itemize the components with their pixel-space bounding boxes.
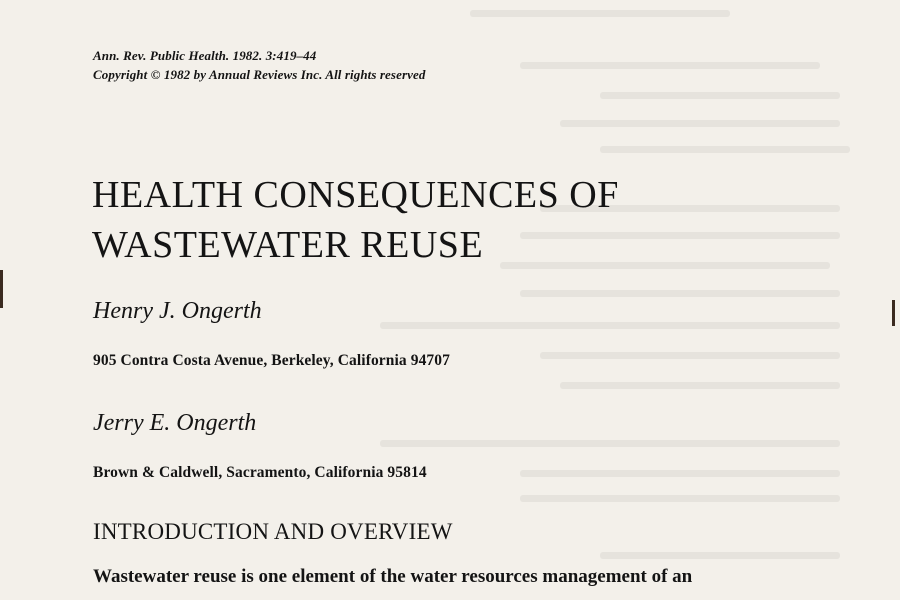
- copyright-notice: Copyright © 1982 by Annual Reviews Inc. All rights reserved: [93, 67, 426, 82]
- article-title-line-2: WASTEWATER REUSE: [92, 224, 484, 266]
- body-text-line: Wastewater reuse is one element of the water resources management of an: [93, 566, 693, 587]
- author-affiliation: 905 Contra Costa Avenue, Berkeley, California 94707: [93, 352, 450, 369]
- section-heading: INTRODUCTION AND OVERVIEW: [93, 519, 453, 544]
- journal-citation: Ann. Rev. Public Health. 1982. 3:419–44: [93, 48, 317, 63]
- author-name: Henry J. Ongerth: [93, 298, 262, 324]
- author-name: Jerry E. Ongerth: [93, 410, 257, 436]
- article-title-line-1: HEALTH CONSEQUENCES OF: [92, 174, 619, 216]
- article-title: [92, 170, 872, 270]
- author-affiliation: Brown & Caldwell, Sacramento, California 95814: [93, 464, 427, 481]
